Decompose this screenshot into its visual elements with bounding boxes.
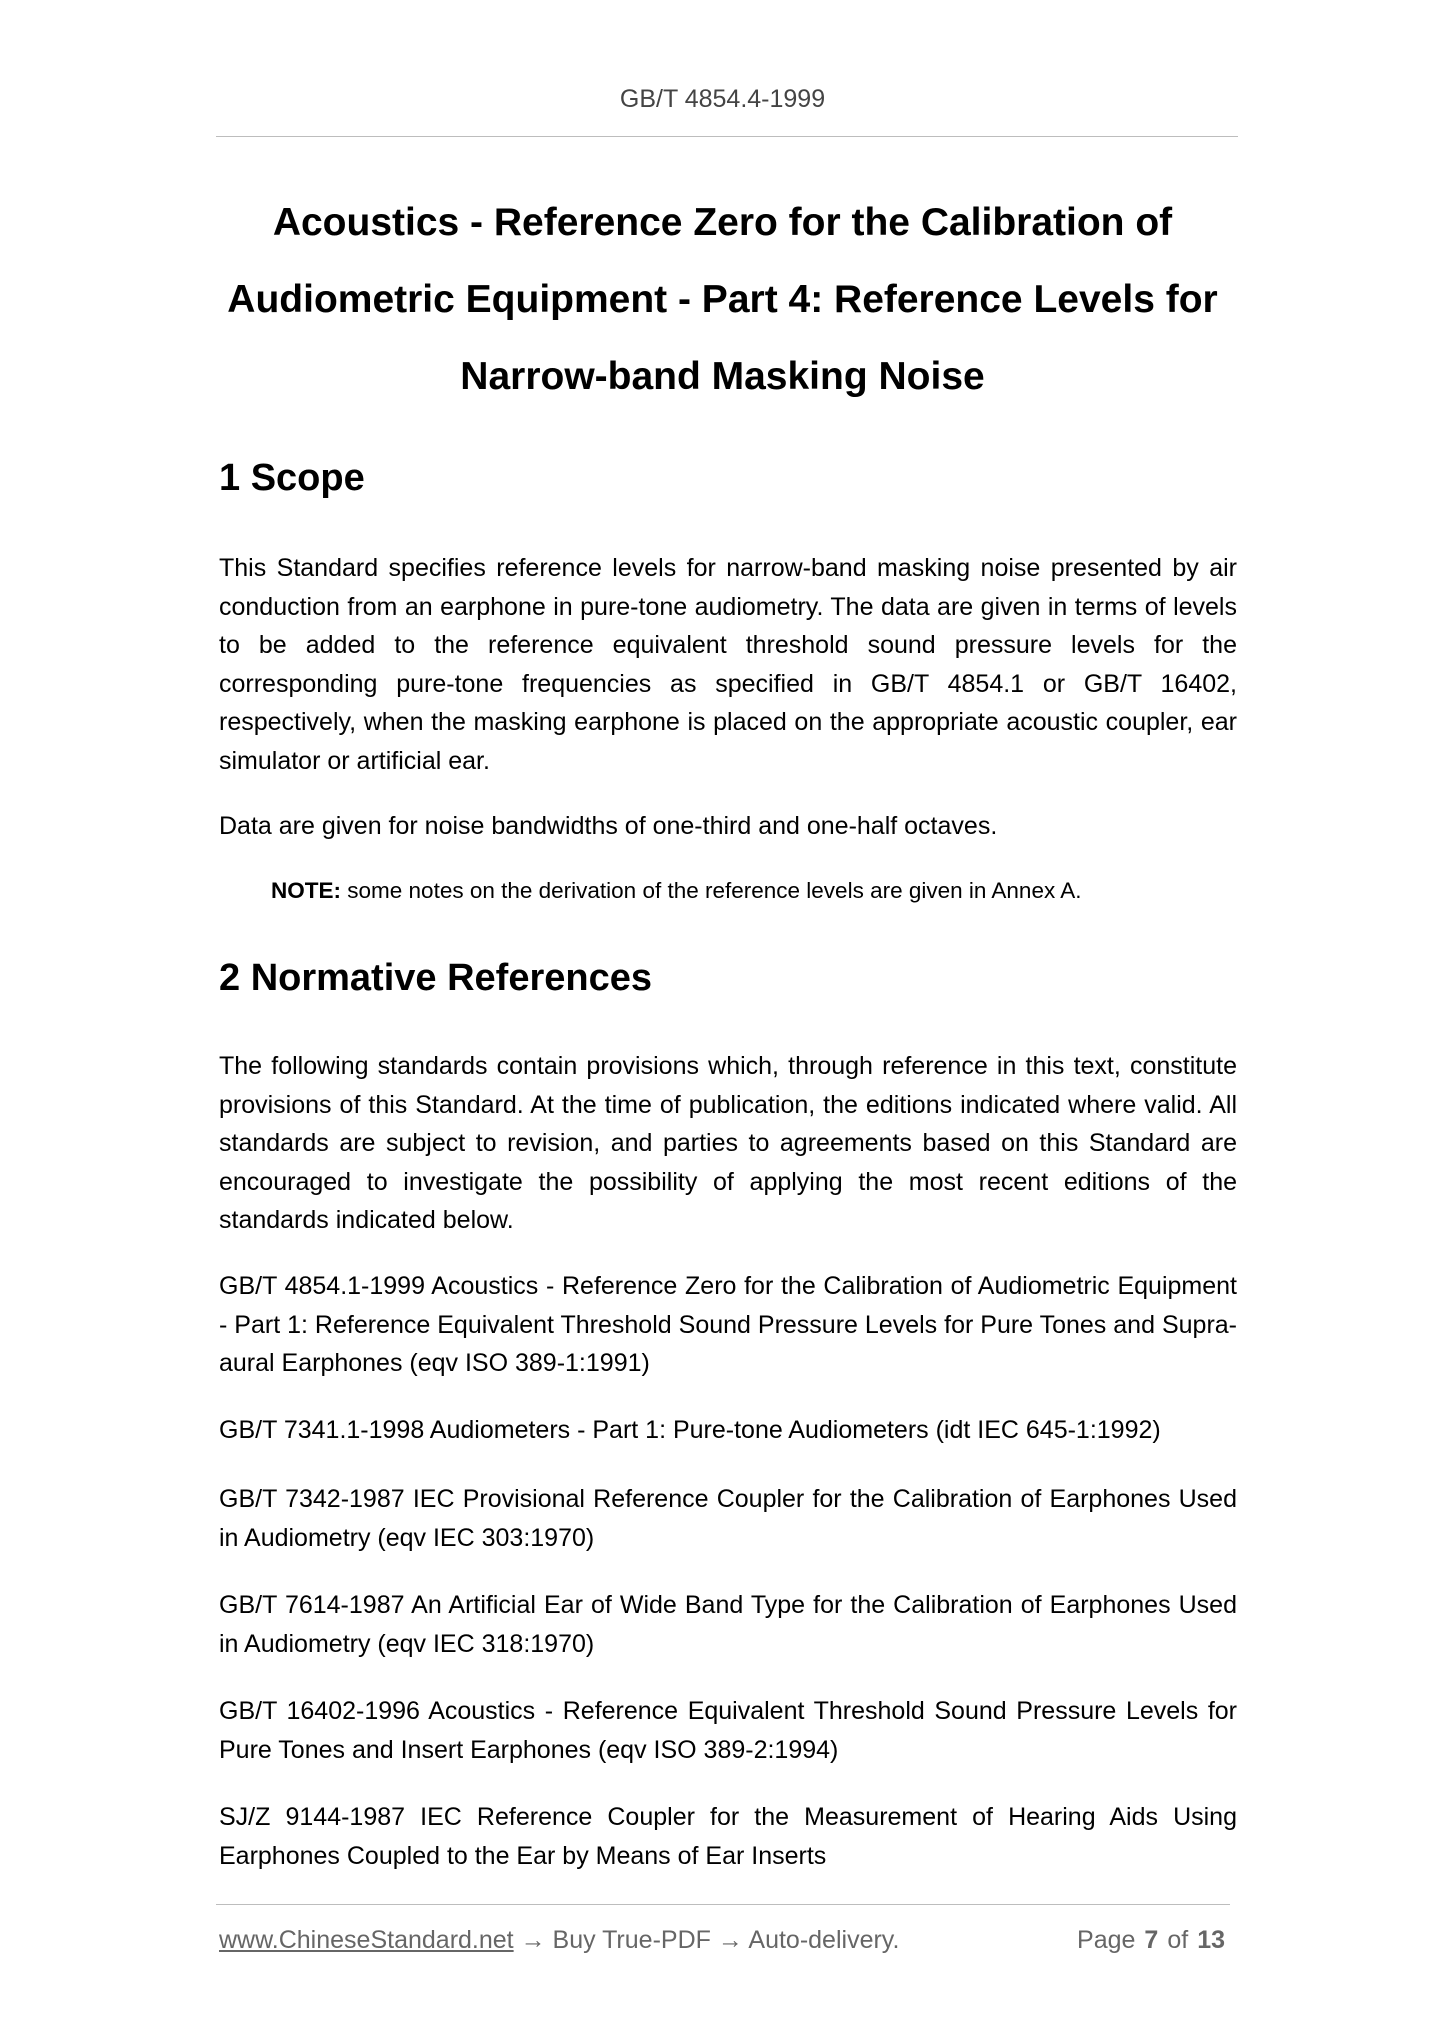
reference-item: GB/T 7341.1-1998 Audiometers - Part 1: Pure-tone Audiometers (idt IEC 645-1:1992) xyxy=(219,1416,1161,1444)
page-label: Page xyxy=(1077,1926,1136,1954)
footer-tagline: → Buy True-PDF → Auto-delivery. xyxy=(513,1926,900,1954)
reference-item: GB/T 16402-1996 Acoustics - Reference Equivalent Threshold Sound Pressure Levels for Pure Tones and Insert Earphones (eqv ISO 389-2:1994) xyxy=(219,1697,1237,1764)
section-2-heading: 2 Normative References xyxy=(219,957,652,999)
title-line-3: Narrow-band Masking Noise xyxy=(460,355,985,398)
header-divider xyxy=(216,136,1238,137)
reference-item: GB/T 7342-1987 IEC Provisional Reference Coupler for the Calibration of Earphones Used in Audiometry (eqv IEC 303:1970) xyxy=(219,1485,1237,1552)
note-text: some notes on the derivation of the reference levels are given in Annex A. xyxy=(347,878,1082,903)
section-2-heading-wrap xyxy=(219,955,1237,1001)
footer-divider xyxy=(216,1904,1230,1905)
reference-item: GB/T 7614-1987 An Artificial Ear of Wide Band Type for the Calibration of Earphones Used in Audiometry (eqv IEC 318:1970) xyxy=(219,1591,1237,1658)
document-title xyxy=(180,184,1265,415)
section-1-heading: 1 Scope xyxy=(219,457,365,499)
reference-item: SJ/Z 9144-1987 IEC Reference Coupler for the Measurement of Hearing Aids Using Earphones Coupled to the Ear by Means of Ear Inserts xyxy=(219,1803,1237,1870)
title-line-1: Acoustics - Reference Zero for the Calibration of xyxy=(272,201,1173,244)
site-link[interactable]: www.ChineseStandard.net xyxy=(219,1926,514,1954)
footer-promo xyxy=(219,1926,899,1955)
scope-paragraph: This Standard specifies reference levels for narrow-band masking noise presented by air conduction from an earphone in pure-tone audiometry. The data are given in terms of levels to be added to the reference equivalent threshold sound pressure levels for the corresponding pure-tone frequencies as specified in GB/T 4854.1 or GB/T 16402, respectively, when the masking earphone is placed on the appropriate acoustic coupler, ear simulator or artificial ear. xyxy=(219,554,1237,775)
page-of: of xyxy=(1167,1926,1189,1954)
page-indicator xyxy=(1077,1926,1225,1955)
reference-item-1-wrap xyxy=(219,1267,1237,1383)
reference-item-4-wrap xyxy=(219,1586,1237,1663)
scope-note xyxy=(271,876,1231,906)
scope-paragraph-wrap xyxy=(219,549,1237,780)
bandwidth-paragraph-wrap xyxy=(219,807,1237,846)
page-total: 13 xyxy=(1197,1926,1225,1954)
reference-item: GB/T 4854.1-1999 Acoustics - Reference Zero for the Calibration of Audiometric Equipment - Part 1: Reference Equivalent Threshold Sound Pressure Levels for Pure Tones and Supra-aural Earphones (eqv ISO 389-1:1991) xyxy=(219,1272,1237,1377)
reference-item-6-wrap xyxy=(219,1798,1237,1875)
reference-item-3-wrap xyxy=(219,1480,1237,1557)
section-1-heading-wrap xyxy=(219,455,1237,501)
page-current: 7 xyxy=(1144,1926,1159,1954)
reference-item-5-wrap xyxy=(219,1692,1237,1769)
title-line-2: Audiometric Equipment - Part 4: Reference Levels for xyxy=(227,278,1218,321)
bandwidth-paragraph: Data are given for noise bandwidths of one-third and one-half octaves. xyxy=(219,812,998,840)
references-intro: The following standards contain provisions which, through reference in this text, constitute provisions of this Standard. At the time of publication, the editions indicated where valid. All standards are subject to revision, and parties to agreements based on this Standard are encouraged to investigate the possibility of applying the most recent editions of the standards indicated below. xyxy=(219,1052,1237,1234)
references-intro-wrap xyxy=(219,1047,1237,1240)
reference-item-2-wrap xyxy=(219,1411,1237,1450)
page-header: GB/T 4854.4-1999 xyxy=(619,85,826,113)
note-label: NOTE: xyxy=(271,878,341,903)
